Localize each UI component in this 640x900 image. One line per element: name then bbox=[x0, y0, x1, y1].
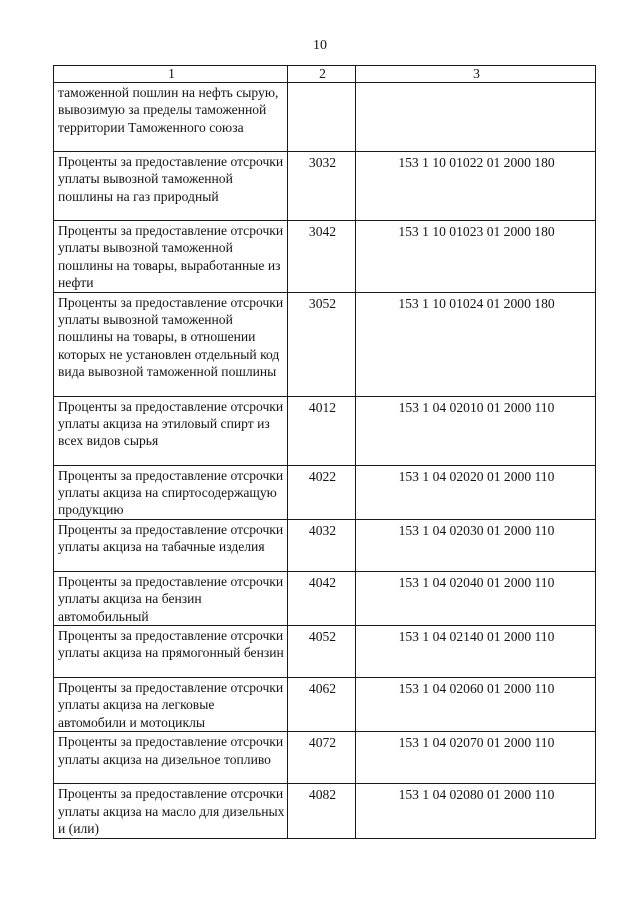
row-kbk: 153 1 04 02140 01 2000 110 bbox=[356, 626, 596, 678]
table-row bbox=[54, 784, 596, 838]
row-kbk: 153 1 10 01023 01 2000 180 bbox=[356, 221, 596, 293]
row-code: 4012 bbox=[288, 396, 356, 465]
row-kbk: 153 1 10 01022 01 2000 180 bbox=[356, 152, 596, 221]
table-row bbox=[54, 292, 596, 396]
row-description: Проценты за предоставление отсрочки уплаты акциза на табачные изделия bbox=[54, 519, 288, 571]
row-kbk: 153 1 04 02060 01 2000 110 bbox=[356, 678, 596, 732]
row-code: 4072 bbox=[288, 732, 356, 784]
row-code: 3032 bbox=[288, 152, 356, 221]
table-row bbox=[54, 221, 596, 293]
row-description: Проценты за предоставление отсрочки уплаты акциза на бензин автомобильный bbox=[54, 571, 288, 625]
column-header-3: 3 bbox=[356, 66, 596, 83]
row-code: 4052 bbox=[288, 626, 356, 678]
page-number: 10 bbox=[313, 38, 327, 53]
table-row bbox=[54, 465, 596, 519]
row-code: 4032 bbox=[288, 519, 356, 571]
row-description: Проценты за предоставление отсрочки уплаты акциза на спиртосодержащую продукцию bbox=[54, 465, 288, 519]
row-code: 4082 bbox=[288, 784, 356, 838]
kbk-table bbox=[53, 65, 596, 839]
table-row bbox=[54, 678, 596, 732]
table-header-row bbox=[54, 66, 596, 83]
row-code: 4042 bbox=[288, 571, 356, 625]
table-row bbox=[54, 396, 596, 465]
row-description: Проценты за предоставление отсрочки уплаты акциза на этиловый спирт из всех видов сырья bbox=[54, 396, 288, 465]
column-header-2: 2 bbox=[288, 66, 356, 83]
column-header-1: 1 bbox=[54, 66, 288, 83]
row-description: Проценты за предоставление отсрочки уплаты акциза на прямогонный бензин bbox=[54, 626, 288, 678]
row-code: 3042 bbox=[288, 221, 356, 293]
row-kbk: 153 1 04 02010 01 2000 110 bbox=[356, 396, 596, 465]
row-kbk: 153 1 10 01024 01 2000 180 bbox=[356, 292, 596, 396]
row-kbk: 153 1 04 02040 01 2000 110 bbox=[356, 571, 596, 625]
row-kbk: 153 1 04 02020 01 2000 110 bbox=[356, 465, 596, 519]
row-description: Проценты за предоставление отсрочки уплаты вывозной таможенной пошлины на товары, выработанные из нефти bbox=[54, 221, 288, 293]
row-description: таможенной пошлин на нефть сырую, вывозимую за пределы таможенной территории Таможенного союза bbox=[54, 83, 288, 152]
table-row bbox=[54, 519, 596, 571]
table-row bbox=[54, 626, 596, 678]
table-row bbox=[54, 571, 596, 625]
row-description: Проценты за предоставление отсрочки уплаты вывозной таможенной пошлины на газ природный bbox=[54, 152, 288, 221]
row-description: Проценты за предоставление отсрочки уплаты акциза на легковые автомобили и мотоциклы bbox=[54, 678, 288, 732]
row-kbk bbox=[356, 83, 596, 152]
row-description: Проценты за предоставление отсрочки уплаты акциза на дизельное топливо bbox=[54, 732, 288, 784]
row-code: 4022 bbox=[288, 465, 356, 519]
row-kbk: 153 1 04 02030 01 2000 110 bbox=[356, 519, 596, 571]
table-row bbox=[54, 152, 596, 221]
row-code bbox=[288, 83, 356, 152]
row-code: 4062 bbox=[288, 678, 356, 732]
row-code: 3052 bbox=[288, 292, 356, 396]
row-kbk: 153 1 04 02070 01 2000 110 bbox=[356, 732, 596, 784]
row-description: Проценты за предоставление отсрочки уплаты вывозной таможенной пошлины на товары, в отношении которых не установлен отдельный код вида вывозной таможенной пошлины bbox=[54, 292, 288, 396]
row-description: Проценты за предоставление отсрочки уплаты акциза на масло для дизельных и (или) bbox=[54, 784, 288, 838]
table-row bbox=[54, 732, 596, 784]
row-kbk: 153 1 04 02080 01 2000 110 bbox=[356, 784, 596, 838]
table-row bbox=[54, 83, 596, 152]
